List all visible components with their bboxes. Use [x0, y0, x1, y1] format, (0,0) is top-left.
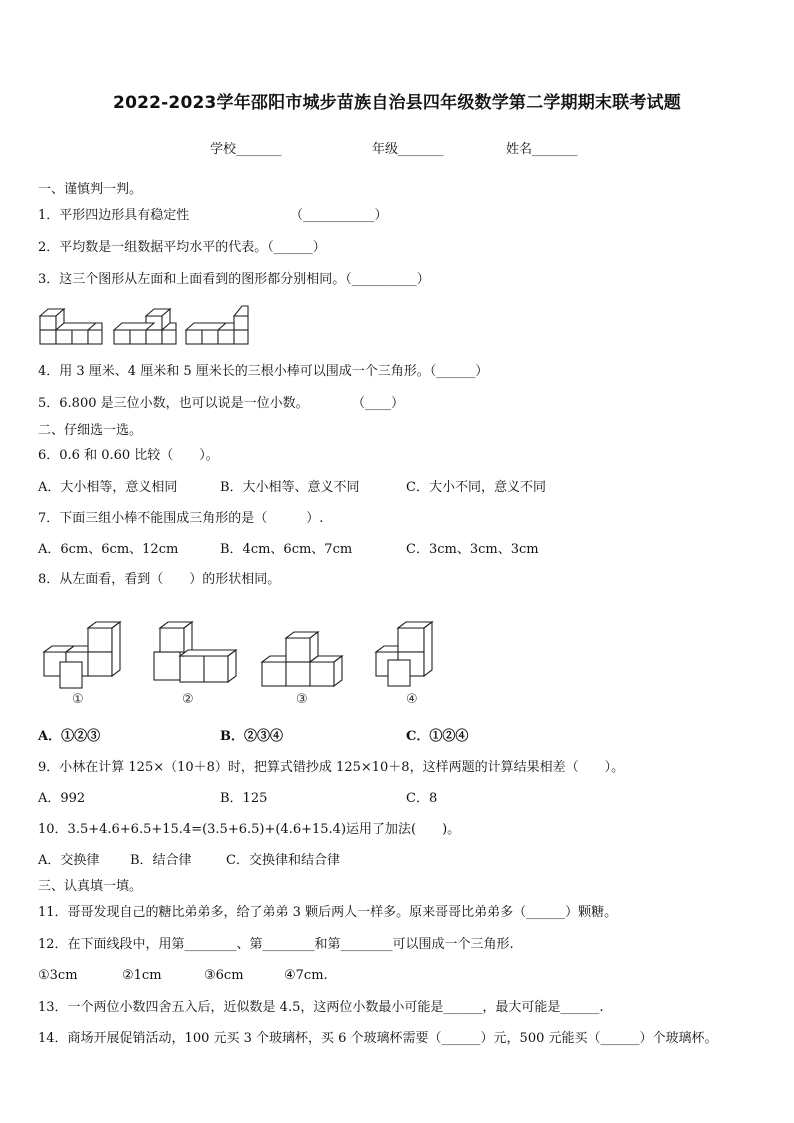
section-2-heading: 二、仔细选一选。 — [38, 423, 143, 438]
page-title: 2022-2023学年邵阳市城步苗族自治县四年级数学第二学期期末联考试题 — [113, 93, 681, 113]
question-8-label-4: ④ — [406, 692, 418, 707]
question-7-option-a[interactable]: A．6cm、6cm、12cm — [38, 542, 179, 557]
question-12-option-3: ③6cm — [204, 968, 244, 983]
question-7: 7．下面三组小棒不能围成三角形的是（ ）. — [38, 511, 324, 526]
question-12-option-2: ②1cm — [122, 968, 162, 983]
question-6: 6．0.6 和 0.60 比较（ ）。 — [38, 448, 219, 463]
question-9: 9．小林在计算 125×（10＋8）时，把算式错抄成 125×10＋8，这样两题的计算结果相差（ ）。 — [38, 760, 625, 775]
question-8-label-3: ③ — [296, 692, 308, 707]
question-12: 12．在下面线段中，用第________、第________和第________可以围成一个三角形. — [38, 937, 514, 952]
question-2: 2．平均数是一组数据平均水平的代表。（______） — [38, 240, 326, 255]
question-6-option-a[interactable]: A．大小相等，意义相同 — [38, 480, 178, 495]
question-6-option-c[interactable]: C．大小不同，意义不同 — [406, 480, 546, 495]
question-3-figure-3 — [184, 303, 250, 347]
question-13: 13．一个两位小数四舍五入后，近似数是 4.5，这两位小数最小可能是______，最大可能是______. — [38, 1000, 604, 1015]
question-10-option-a[interactable]: A．交换律 — [38, 853, 100, 868]
question-12-option-1: ①3cm — [38, 968, 78, 983]
school-field[interactable]: 学校_______ — [210, 142, 282, 157]
section-3-heading: 三、认真填一填。 — [38, 879, 143, 894]
question-8-figure-4 — [372, 618, 442, 692]
question-10-option-c[interactable]: C．交换律和结合律 — [226, 853, 340, 868]
name-field[interactable]: 姓名_______ — [506, 142, 578, 157]
question-7-option-c[interactable]: C．3cm、3cm、3cm — [406, 542, 539, 557]
question-8-option-c[interactable]: C．①②④ — [406, 729, 469, 744]
question-3-figure-2 — [112, 303, 178, 347]
question-8-figure-2 — [150, 618, 238, 692]
question-10: 10．3.5+4.6+6.5+15.4=(3.5+6.5)+(4.6+15.4)运用了加法( )。 — [38, 822, 461, 837]
question-5-blank[interactable]: （____） — [352, 396, 405, 411]
question-8-option-b[interactable]: B．②③④ — [220, 729, 283, 744]
question-9-option-c[interactable]: C．8 — [406, 791, 438, 806]
question-8-label-1: ① — [72, 692, 84, 707]
question-8-figure-1 — [40, 618, 126, 692]
question-3: 3．这三个图形从左面和上面看到的图形都分别相同。（__________） — [38, 272, 430, 287]
question-8-figure-3 — [258, 626, 350, 692]
grade-field[interactable]: 年级_______ — [372, 142, 444, 157]
question-5: 5．6.800 是三位小数，也可以说是一位小数。 — [38, 396, 309, 411]
question-8: 8．从左面看，看到（ ）的形状相同。 — [38, 572, 281, 587]
question-1-blank[interactable]: （___________） — [290, 208, 388, 223]
question-9-option-a[interactable]: A．992 — [38, 791, 86, 806]
question-1: 1．平形四边形具有稳定性 — [38, 208, 190, 223]
question-8-option-a[interactable]: A．①②③ — [38, 729, 101, 744]
question-7-option-b[interactable]: B．4cm、6cm、7cm — [220, 542, 353, 557]
question-11: 11．哥哥发现自己的糖比弟弟多，给了弟弟 3 颗后两人一样多。原来哥哥比弟弟多（______）颗糖。 — [38, 905, 618, 920]
question-4: 4．用 3 厘米、4 厘米和 5 厘米长的三根小棒可以围成一个三角形。（______） — [38, 364, 489, 379]
question-10-option-b[interactable]: B．结合律 — [130, 853, 192, 868]
question-8-label-2: ② — [182, 692, 194, 707]
question-6-option-b[interactable]: B．大小相等、意义不同 — [220, 480, 360, 495]
question-9-option-b[interactable]: B．125 — [220, 791, 268, 806]
section-1-heading: 一、谨慎判一判。 — [38, 182, 143, 197]
question-3-figure-1 — [38, 303, 104, 347]
question-12-option-4: ④7cm. — [284, 968, 328, 983]
question-14: 14．商场开展促销活动，100 元买 3 个玻璃杯，买 6 个玻璃杯需要（______）元，500 元能买（______）个玻璃杯。 — [38, 1031, 718, 1046]
